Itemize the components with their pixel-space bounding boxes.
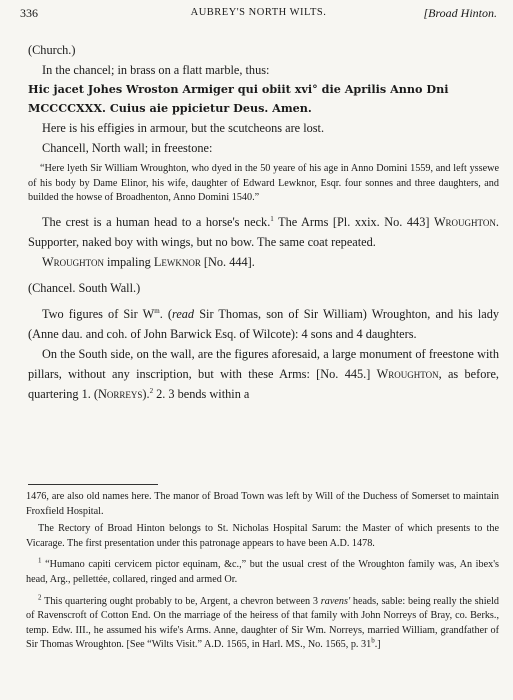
- two-figures-paragraph: [28, 304, 499, 344]
- chancel-intro: In the chancel; in brass on a flatt marble, thus:: [42, 63, 270, 77]
- footnote-2-mark: 2: [38, 593, 42, 602]
- page-number: 336: [20, 6, 38, 20]
- page-header: [20, 6, 497, 22]
- impaling-line: [28, 252, 499, 272]
- quartering-close: ).: [142, 386, 150, 401]
- ravens-italic: ravens': [320, 595, 351, 607]
- footnote-2-text-a: This quartering ought probably to be, Argent, a chevron between 3: [41, 595, 321, 607]
- abbrev-sup: m: [154, 306, 160, 315]
- freestone-inscription: “Here lyeth Sir William Wroughton, who dyed in the 50 yeare of his age in Anno Domini 1559, and left yssewe of his body by Dame Elinor, his wife, daughter of Edward Lewknor, Esqr. four sonnes and three daughters, and builded the howse of Broadhenton, Anno Domini 1540.”: [28, 163, 499, 203]
- main-text: [28, 40, 499, 404]
- footnote-ref-2: 2: [149, 386, 154, 395]
- crest-text: The crest is a human head to a horse's neck.: [42, 214, 271, 229]
- footnote-divider: [28, 484, 158, 485]
- crest-paragraph: [28, 212, 499, 252]
- brass-inscription-line-2: MCCCCXXX. Cuius aie ppicietur Deus. Amen.: [28, 101, 312, 115]
- south-wall-heading: (Chancel. South Wall.): [28, 280, 141, 295]
- effigies-text: Here is his effigies in armour, but the scutcheons are lost.: [42, 121, 325, 135]
- footnote-2-text-b: heads, sable: being really the shield of Ravenscroft of Cotton End. On the marriage of the heiress of that family with John Norreys of Bray, co. Berks., temp. Edw. III., he assumed his wife's Arms. Anne, daughter of Sir Wm. Norreys, married William, grandfather of Sir Thomas Wroughton. [See “Wilts Visit.” A.D. 1565, in Harl. MS., No. 1565, p. 31: [26, 595, 499, 651]
- page-sup: b: [371, 636, 375, 645]
- south-text: On the South side, on the wall, are the figures aforesaid, a large monument of freestone with pillars, without any inscription, but with these Arms: [No. 445.]: [28, 346, 499, 381]
- bends-text: 2. 3 bends within a: [153, 386, 250, 401]
- read-italic: read: [171, 306, 195, 321]
- place-heading: [Broad Hinton.: [423, 6, 497, 20]
- surname-wroughton: Wroughton: [42, 254, 104, 269]
- plate-ref: [No. 444].: [200, 254, 255, 269]
- figures-text: Two figures of Sir W: [42, 306, 155, 321]
- notes-section: [26, 490, 499, 656]
- figures-punct: . (: [159, 306, 172, 321]
- running-title: AUBREY'S NORTH WILTS.: [190, 7, 327, 18]
- brass-inscription-line-1: Hic jacet Johes Wroston Armiger qui obiit xvi° die Aprilis Anno Dni: [28, 82, 449, 96]
- footnote-ref-1: 1: [270, 214, 274, 223]
- supporter-text: . Supporter, naked boy with wings, but no bow. The same coat repeated.: [28, 214, 499, 249]
- footnote-1: [26, 558, 499, 587]
- surname-lewknor: Lewknor: [153, 254, 201, 269]
- north-wall-text: Chancell, North wall; in freestone:: [42, 141, 213, 155]
- church-heading: (Church.): [28, 43, 76, 57]
- footnote-1-mark: 1: [38, 556, 42, 565]
- quartering-text: , as before, quartering 1. (: [28, 366, 499, 401]
- surname-wroughton: Wroughton: [376, 366, 439, 381]
- footnote-1-text: “Humano capiti cervicem pictor equinam, &c.,” but the usual crest of the Wroughton family was, An ibex's head, Arg., pellettée, collared, ringed and armed Or.: [26, 559, 499, 585]
- surname-norreys: Norreys: [98, 386, 143, 401]
- arms-text: The Arms [Pl. xxix. No. 443]: [273, 214, 434, 229]
- surname-wroughton: Wroughton: [433, 214, 496, 229]
- impaling-word: impaling: [103, 254, 154, 269]
- footnote-2-end: .]: [374, 639, 381, 651]
- rectory-note: The Rectory of Broad Hinton belongs to St. Nicholas Hospital Sarum: the Master of which presents to the Vicarage. The first presentation under this patronage appears to have been A.D. 1478.: [26, 523, 499, 549]
- note-continuation: 1476, are also old names here. The manor of Broad Town was left by Will of the Duchess of Somerset to maintain Froxfield Hospital.: [26, 491, 499, 517]
- south-side-paragraph: [28, 344, 499, 404]
- footnote-2: [26, 595, 499, 653]
- figures-rest: Sir Thomas, son of Sir William) Wroughton, and his lady (Anne dau. and coh. of John Barwick Esq. of Wilcote): 4 sons and 4 daughters.: [28, 306, 499, 341]
